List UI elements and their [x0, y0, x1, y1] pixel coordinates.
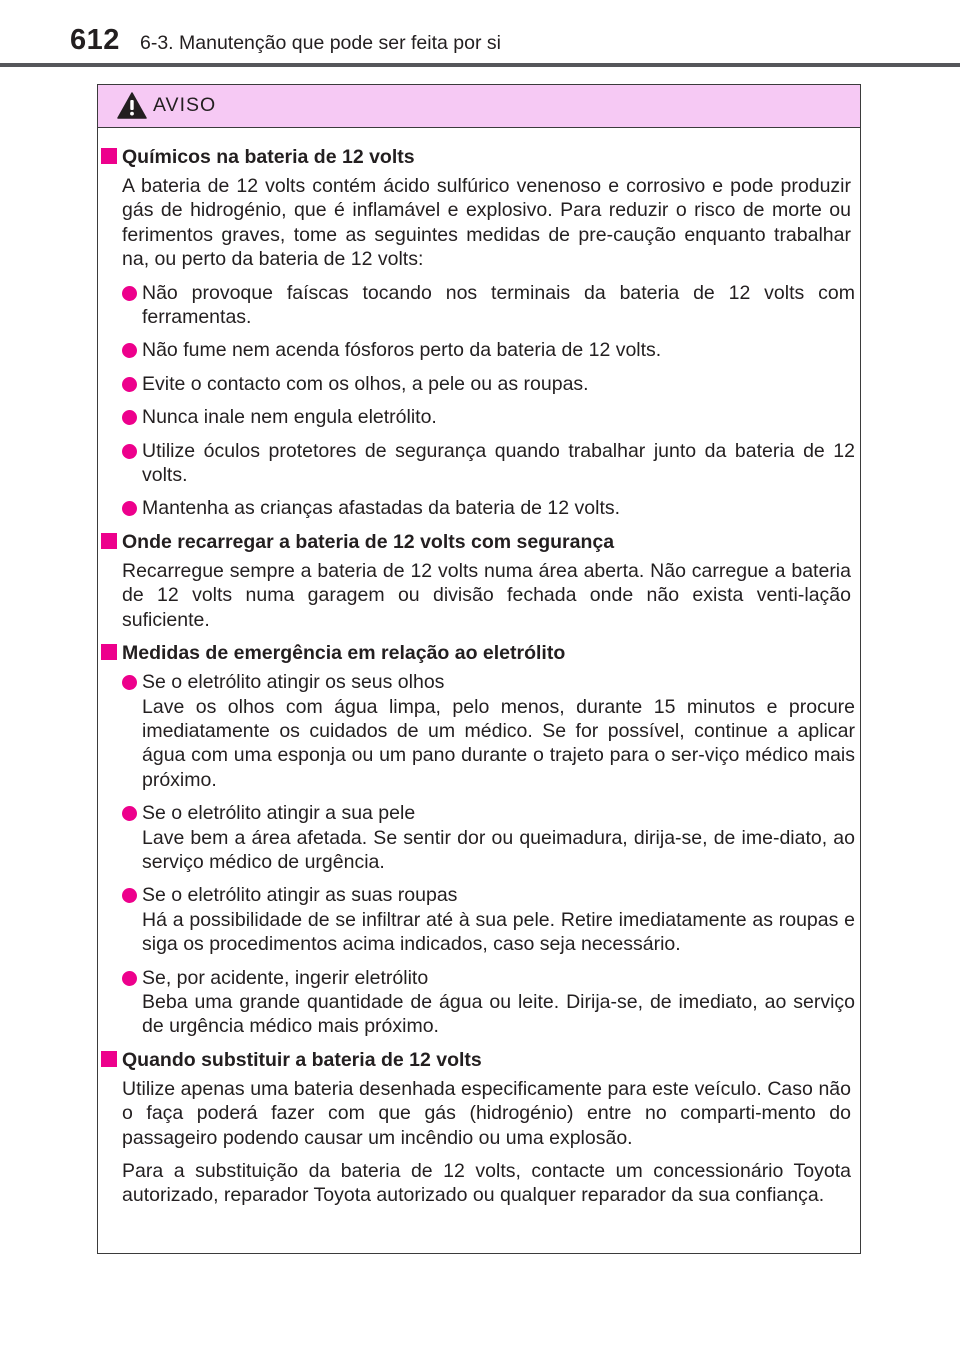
list-item: [122, 966, 860, 1039]
list-item-text: Se, por acidente, ingerir eletrólito: [142, 966, 429, 989]
section-heading: [122, 641, 860, 665]
list-item-text: Evite o contacto com os olhos, a pele ou as roupas.: [142, 372, 589, 395]
warning-body: [98, 145, 860, 1217]
warning-triangle-icon: [117, 92, 147, 119]
list-item: [122, 801, 860, 874]
section-paragraph: Para a substituição da bateria de 12 volts, contacte um concessionário Toyota autorizado, reparador Toyota autorizado ou qualquer reparador da sua confiança.: [122, 1160, 851, 1207]
section-heading: [122, 145, 860, 169]
section-heading-text: Químicos na bateria de 12 volts: [122, 146, 415, 168]
section-heading-text: Onde recarregar a bateria de 12 volts com segurança: [122, 530, 615, 553]
list-item: [122, 439, 860, 488]
warning-section: [98, 145, 860, 521]
list-item-detail: Lave bem a área afetada. Se sentir dor ou queimadura, dirija-se, de ime-diato, ao serviço médico de urgência.: [142, 826, 855, 873]
list-item: [122, 372, 860, 396]
list-item-text: Não provoque faíscas tocando nos terminais da bateria de 12 volts com ferramentas.: [142, 281, 855, 329]
circle-bullet-icon: [122, 444, 137, 459]
section-paragraph: Utilize apenas uma bateria desenhada especificamente para este veículo. Caso não o faça poderá fazer com que gás (hidrogénio) entre no comparti-mento do passageiro podendo causar um incêndio ou uma explosão.: [122, 1077, 851, 1149]
list-item-text: Utilize óculos protetores de segurança quando trabalhar junto da bateria de 12 volts.: [142, 439, 855, 487]
section-title: 6-3. Manutenção que pode ser feita por si: [140, 32, 501, 54]
list-item: [122, 670, 860, 792]
list-item-text: Nunca inale nem engula eletrólito.: [142, 406, 437, 429]
warning-section: [98, 1048, 860, 1208]
list-item-detail: Há a possibilidade de se infiltrar até à sua pele. Retire imediatamente as roupas e siga os procedimentos acima indicados, caso seja necessário.: [142, 908, 855, 956]
page-header: [0, 0, 960, 70]
circle-bullet-icon: [122, 286, 137, 301]
square-bullet-icon: [101, 644, 117, 660]
list-item: [122, 883, 860, 956]
list-item-text: Se o eletrólito atingir a sua pele: [142, 802, 416, 825]
circle-bullet-icon: [122, 888, 137, 903]
circle-bullet-icon: [122, 806, 137, 821]
circle-bullet-icon: [122, 410, 137, 425]
section-heading-text: Quando substituir a bateria de 12 volts: [122, 1048, 482, 1071]
list-item-text: Mantenha as crianças afastadas da bateria de 12 volts.: [142, 497, 621, 520]
list-item-detail: Beba uma grande quantidade de água ou leite. Dirija-se, de imediato, ao serviço de urgência médico mais próximo.: [142, 990, 855, 1038]
list-item: [122, 281, 860, 330]
warning-section: [98, 641, 860, 1039]
list-item-detail: Lave os olhos com água limpa, pelo menos, durante 15 minutos e procure imediatamente os cuidados de um médico. Se for possível, continue a aplicar água com uma esponja ou um pano durante o trajeto para o ser-viço médico mais próximo.: [142, 695, 855, 791]
list-item-text: Não fume nem acenda fósforos perto da bateria de 12 volts.: [142, 339, 662, 362]
square-bullet-icon: [101, 533, 117, 549]
section-heading: [122, 1048, 860, 1072]
square-bullet-icon: [101, 1051, 117, 1067]
circle-bullet-icon: [122, 343, 137, 358]
list-item-text: Se o eletrólito atingir as suas roupas: [142, 884, 458, 907]
list-item-text: Se o eletrólito atingir os seus olhos: [142, 671, 445, 694]
section-heading-text: Medidas de emergência em relação ao eletrólito: [122, 642, 566, 665]
section-heading: [122, 530, 860, 554]
square-bullet-icon: [101, 148, 117, 164]
list-item: [122, 338, 860, 362]
section-paragraph: Recarregue sempre a bateria de 12 volts numa área aberta. Não carregue a bateria de 12 volts numa garagem ou divisão fechada onde não exista venti-lação suficiente.: [122, 559, 851, 631]
circle-bullet-icon: [122, 675, 137, 690]
section-paragraph: A bateria de 12 volts contém ácido sulfúrico venenoso e corrosivo e pode produzir gás de hidrogénio, que é inflamável e explosivo. Para reduzir o risco de morte ou ferimentos graves, tome as seguintes medidas de pre-caução enquanto trabalhar na, ou perto da bateria de 12 volts:: [122, 175, 851, 271]
warning-header: [98, 85, 860, 128]
circle-bullet-icon: [122, 377, 137, 392]
list-item: [122, 405, 860, 429]
warning-box: [97, 84, 861, 1254]
warning-section: [98, 530, 860, 632]
warning-label: AVISO: [153, 94, 217, 116]
list-item: [122, 496, 860, 520]
page-number: 612: [70, 24, 120, 56]
header-rule: [0, 63, 960, 67]
circle-bullet-icon: [122, 501, 137, 516]
circle-bullet-icon: [122, 971, 137, 986]
